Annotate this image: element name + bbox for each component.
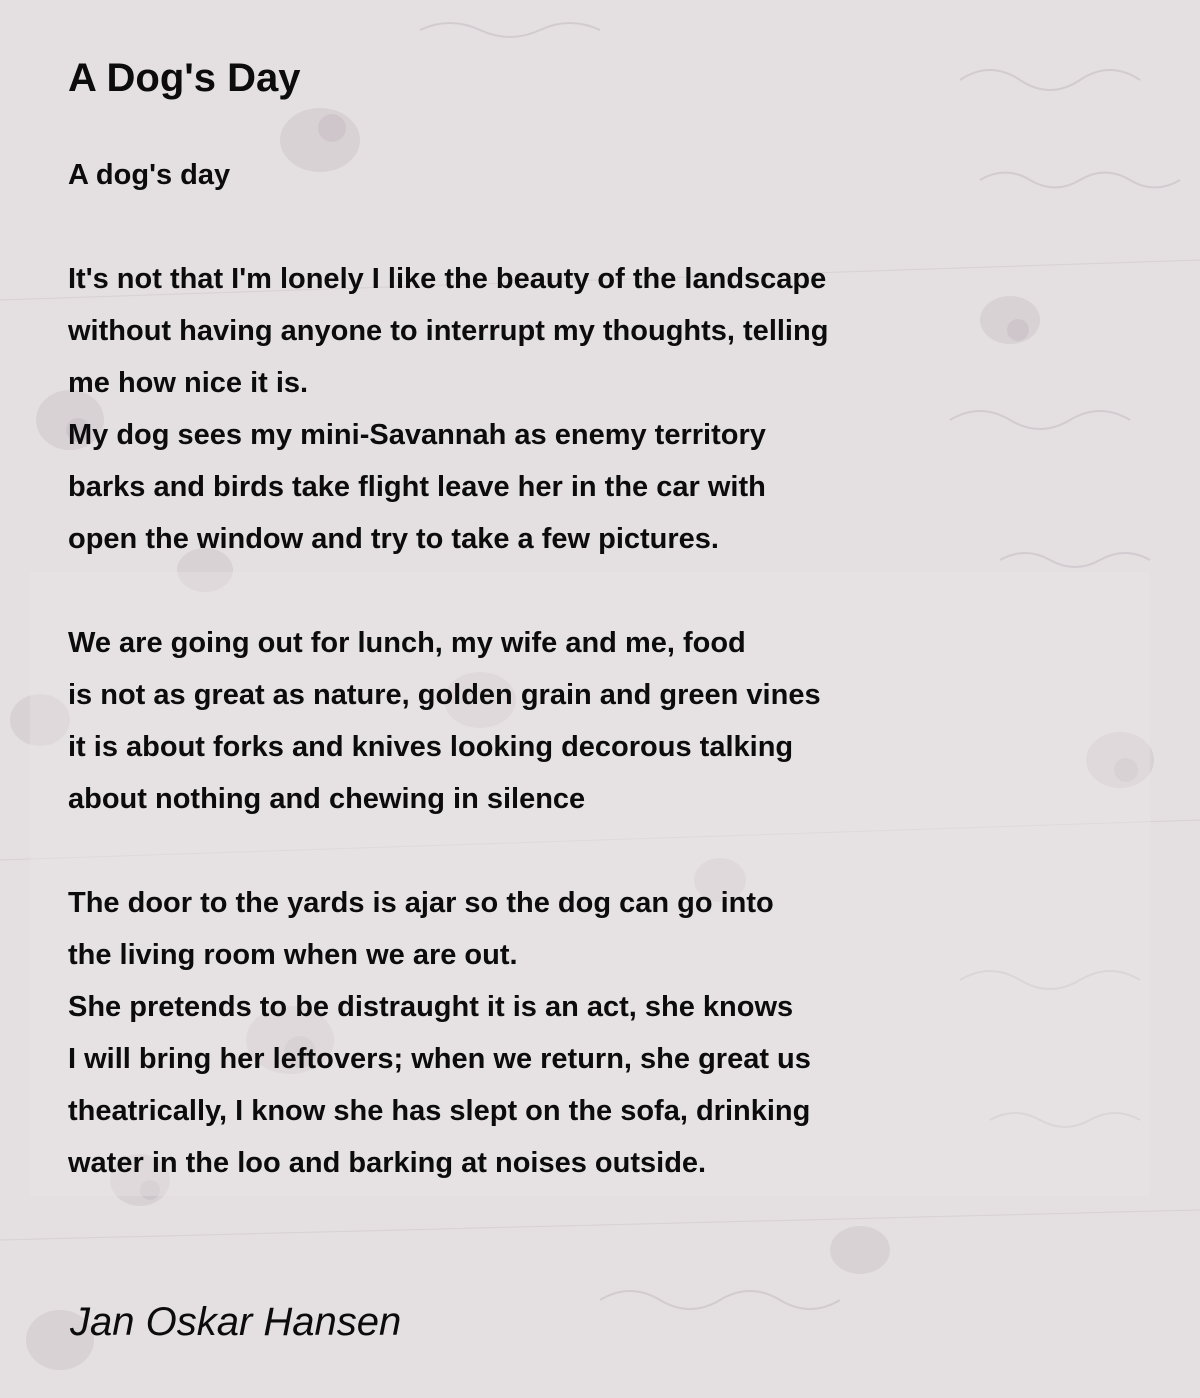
poem-line: A dog's day — [68, 159, 231, 191]
stanza-break — [68, 825, 1148, 877]
poem-line: I will bring her leftovers; when we return, she great us — [68, 1043, 811, 1075]
poem-line: is not as great as nature, golden grain and green vines — [68, 679, 821, 711]
poem-line: She pretends to be distraught it is an act, she knows — [68, 991, 794, 1023]
poem-line: It's not that I'm lonely I like the beauty of the landscape — [68, 263, 827, 295]
poem-body — [68, 149, 1148, 1189]
poem-line: open the window and try to take a few pictures. — [68, 523, 719, 555]
poem-line: me how nice it is. — [68, 367, 309, 399]
poem-line: about nothing and chewing in silence — [68, 783, 586, 815]
poem-line: water in the loo and barking at noises outside. — [68, 1147, 707, 1179]
poem-line: barks and birds take flight leave her in the car with — [68, 471, 766, 503]
poem-title: A Dog's Day — [68, 56, 301, 100]
poem-line: it is about forks and knives looking decorous talking — [68, 731, 794, 763]
poem-line: theatrically, I know she has slept on the sofa, drinking — [68, 1095, 811, 1127]
poem-line: without having anyone to interrupt my thoughts, telling — [68, 315, 829, 347]
poem-line: The door to the yards is ajar so the dog can go into — [68, 887, 774, 919]
stanza-break — [68, 565, 1148, 617]
poem-line: the living room when we are out. — [68, 939, 518, 971]
poem-line: We are going out for lunch, my wife and me, food — [68, 627, 746, 659]
poem-line: My dog sees my mini-Savannah as enemy territory — [68, 419, 766, 451]
poem-author: Jan Oskar Hansen — [70, 1300, 402, 1344]
stanza-break — [68, 201, 1148, 253]
